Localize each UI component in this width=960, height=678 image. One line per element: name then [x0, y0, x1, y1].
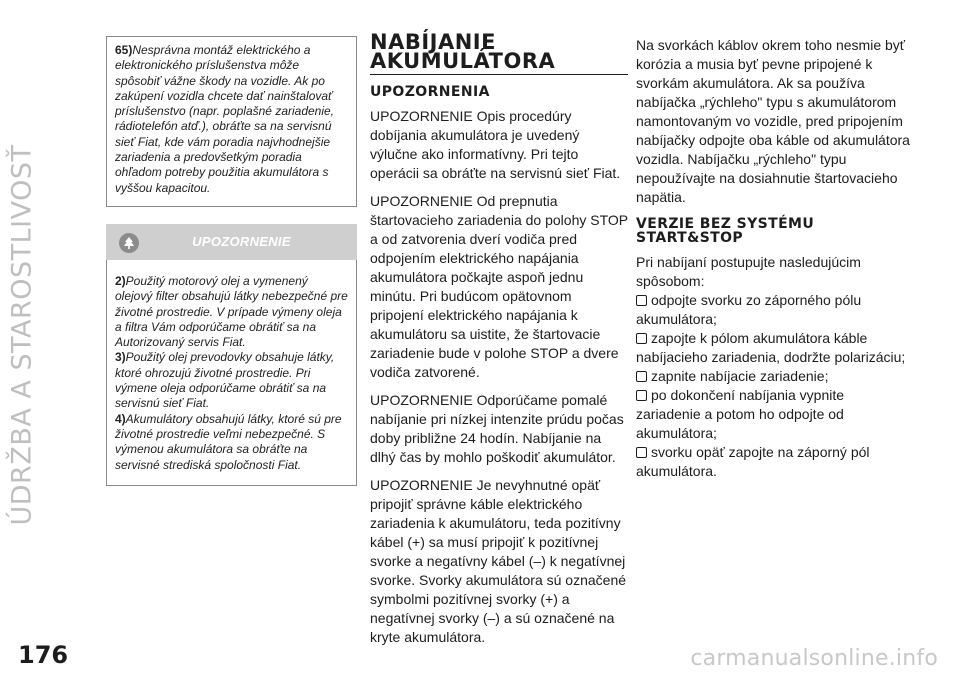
list-item-text: svorku opäť zapojte na záporný pól akumulátora.: [636, 444, 870, 479]
checkbox-bullet-icon: [636, 447, 647, 458]
paragraph: UPOZORNENIE Odporúčame pomalé nabíjanie pri nízkej intenzite prúdu počas doby približne 24 hodín. Nabíjanie na dlhý čas by mohlo poškodiť akumulátor.: [370, 392, 624, 465]
warning-text: Použitý olej prevodovky obsahuje látky, ktoré ohrozujú životné prostredie. Pri výmene oleja odporúčame obrátiť sa na servisnú sieť Fiat.: [115, 350, 335, 411]
paragraph: Na svorkách káblov okrem toho nesmie byť korózia a musia byť pevne pripojené k svorkám akumulátora. Ak sa používa nabíjačka „rýchleho" typu s akumulátorom namontovaným vo vozidle, pred pripojením nabíjačky odpojte oba káble od akumulátora vozidla. Nabíjačku „rýchleho" typu nepoužívajte na dosiahnutie štartovacieho napätia.: [636, 37, 910, 205]
warning-header: [106, 224, 357, 260]
warning-item: [115, 412, 348, 473]
warning-item: [115, 350, 348, 411]
note-text: Nesprávna montáž elektrického a elektronického príslušenstva môže spôsobiť vážne škody na vozidle. Ak po zakúpení vozidla chcete dať nainštalovať príslušenstvo (napr. poplašné zariadenie, rádiotelefón atď.), obráťte sa na servisnú sieť Fiat, kde vám poradia najvhodnejšie zariadenia a predovšetkým poradia ohľadom potreby použitia akumulátora s vyššou kapacitou.: [115, 43, 335, 195]
warning-box: [106, 260, 357, 486]
warning-number: 4): [115, 411, 126, 426]
note-paragraph: [115, 43, 348, 196]
warning-number: 3): [115, 350, 126, 365]
list-item-text: po dokončení nabíjania vypnite zariadenie a potom ho odpojte od akumulátora;: [636, 387, 845, 441]
list-item: [636, 367, 910, 386]
lead-text: Pri nabíjaní postupujte nasledujúcim spôsobom:: [636, 254, 861, 289]
side-chapter-title: ÚDRŽBA A STAROSTLIVOSŤ: [6, 144, 38, 526]
checkbox-bullet-icon: [636, 371, 647, 382]
note-number: 65): [115, 43, 133, 57]
tree-icon: [119, 233, 139, 253]
checkbox-bullet-icon: [636, 390, 647, 401]
warning-text: Akumulátory obsahujú látky, ktoré sú pre životné prostredie veľmi nebezpečné. S výmenou akumulátora sa obráťte na servisné strediská spoločnosti Fiat.: [115, 411, 342, 472]
list-item: [636, 386, 910, 443]
paragraph: UPOZORNENIE Opis procedúry dobíjania akumulátora je uvedený výlučne ako informatívny. Pri tejto operácii sa obráťte na servisnú sieť Fiat.: [370, 108, 621, 181]
subsection-title: VERZIE BEZ SYSTÉMU START&STOP: [636, 216, 815, 246]
paragraph: UPOZORNENIE Je nevyhnutné opäť pripojiť správne káble elektrického zariadenia k akumulátoru, teda pozitívny kábel (+) sa musí pripojiť k pozitívnej svorke a negatívny kábel (–) k negatívnej svorke. Svorky akumulátora sú označené symbolmi pozitívnej svorky (+) a negatívnej svorky (–) a sú označené na kryte akumulátora.: [370, 477, 627, 645]
subsection-title: UPOZORNENIA: [370, 84, 490, 100]
section-title: NABÍJANIE AKUMULÁTORA: [370, 33, 628, 75]
warning-text: Použitý motorový olej a vymenený olejový filter obsahujú látky nebezpečné pre životné prostredie. V prípade výmeny oleja a filtra Vám odporúčame obrátiť sa na Autorizovaný servis Fiat.: [115, 273, 348, 350]
warning-label: UPOZORNENIE: [192, 234, 291, 250]
list-item: [636, 443, 910, 481]
list-item: [636, 329, 910, 367]
page-number: 176: [18, 641, 69, 669]
paragraph: UPOZORNENIE Od prepnutia štartovacieho zariadenia do polohy STOP a od zatvorenia dverí vodiča pred odpojením elektrického napájania akumulátora počkajte aspoň jednu minútu. Pri budúcom opätovnom pripojení elektrického napájania k akumulátoru sa uistite, že štartovacie zariadenie bude v polohe STOP a dvere vodiča zatvorené.: [370, 193, 628, 380]
list-item-text: odpojte svorku zo záporného pólu akumulátora;: [636, 292, 862, 327]
checkbox-bullet-icon: [636, 333, 647, 344]
list-item-text: zapnite nabíjacie zariadenie;: [651, 368, 829, 384]
right-column: [636, 36, 910, 481]
note-box: [106, 36, 357, 207]
left-column: [106, 36, 357, 486]
list-item: [636, 291, 910, 329]
list-item-text: zapojte k pólom akumulátora káble nabíjacieho zariadenia, dodržte polarizáciu;: [636, 330, 906, 365]
warning-item: [115, 274, 348, 350]
checkbox-bullet-icon: [636, 295, 647, 306]
warning-number: 2): [115, 273, 126, 288]
middle-column: [370, 30, 628, 656]
footer-watermark[interactable]: carmanualsonline.info: [690, 646, 938, 671]
